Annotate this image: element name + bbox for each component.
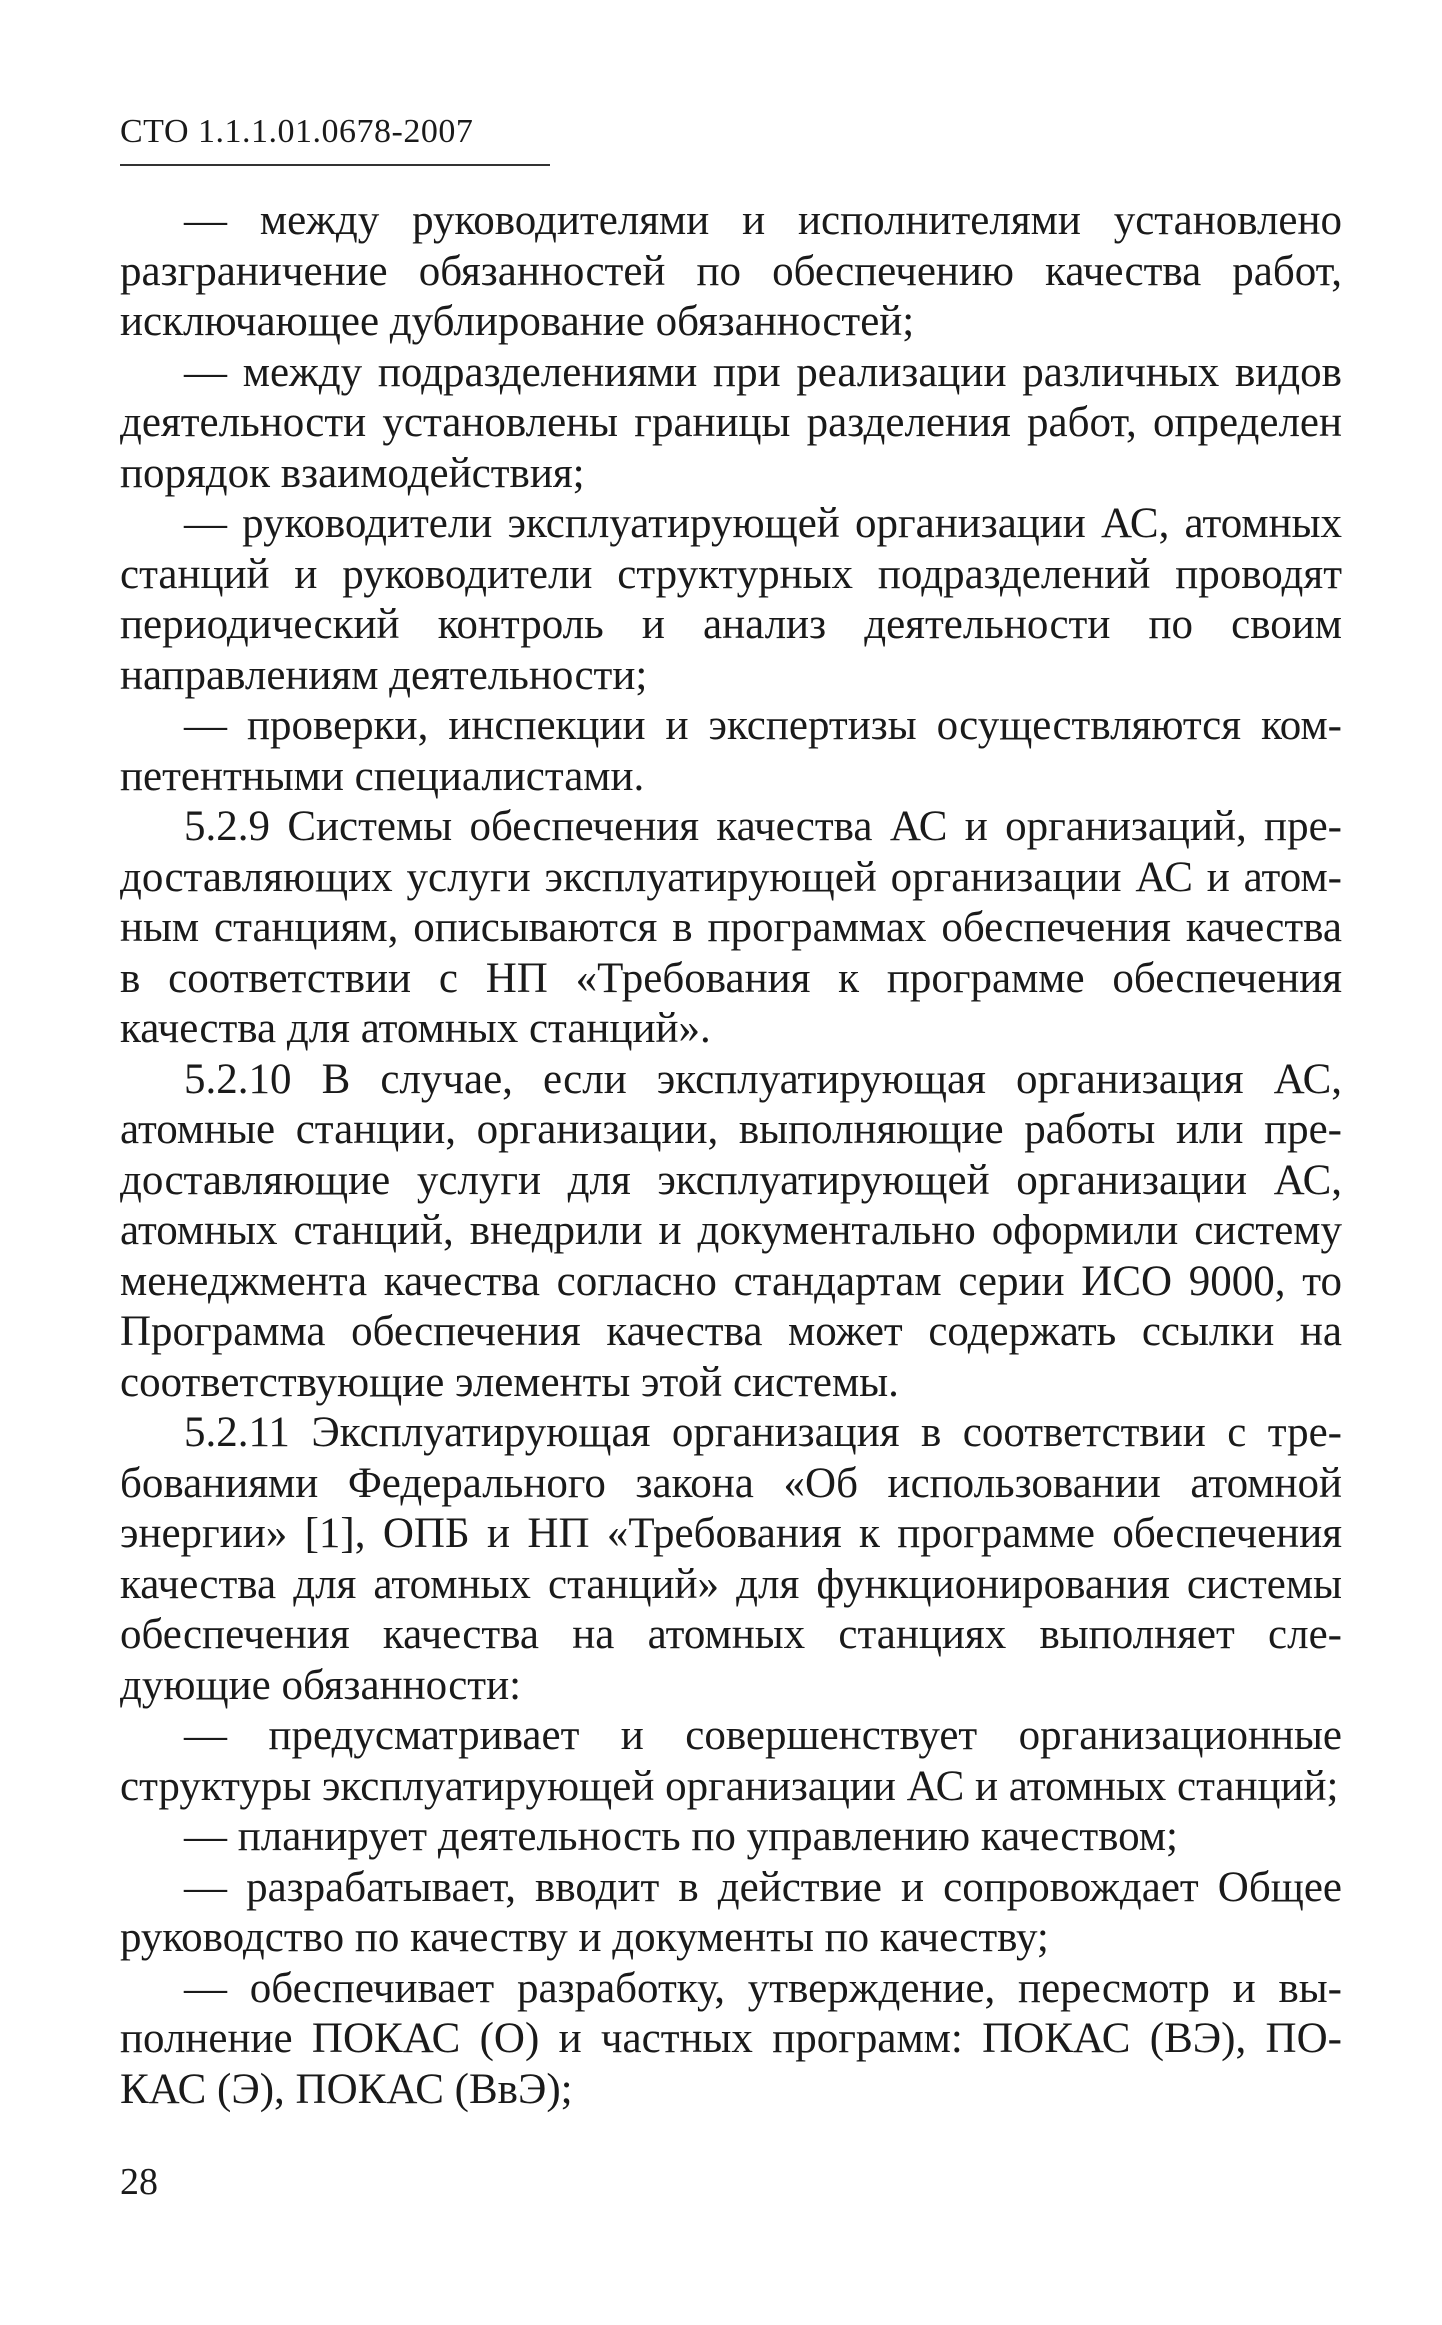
- document-code-header: СТО 1.1.1.01.0678-2007: [120, 113, 474, 150]
- body-text: [120, 196, 1342, 2115]
- paragraph-5-2-11: 5.2.11 Эксплуатирующая организация в соответствии с требованиями Федерального закона «Об использовании атомной энергии» [1], ОПБ и НП «Требования к программе обеспечения качества для атомных станций» для функционирования системы обеспечения качества на атомных станциях выполняет следующие обязанности:: [120, 1409, 1342, 1709]
- page-number: 28: [120, 2161, 158, 2203]
- list-item-pokas-programs: — обеспечивает разработку, утверждение, пересмотр и выполнение ПОКАС (О) и частных программ: ПОКАС (ВЭ), ПОКАС (Э), ПОКАС (ВвЭ);: [120, 1964, 1342, 2113]
- list-item-quality-planning: — планирует деятельность по управлению качеством;: [184, 1813, 1178, 1860]
- paragraph-duty-separation: — между руководителями и исполнителями установлено разграничение обязанностей по обеспечению качества работ, исключающее дублирование обязанностей;: [120, 197, 1342, 345]
- paragraph-5-2-9: 5.2.9 Системы обеспечения качества АС и организаций, предоставляющих услуги эксплуатирующей организации АС и атомным станциям, описываются в программах обеспечения качества в соответствии с НП «Требования к программе обеспечения качества для атомных станций».: [120, 803, 1342, 1052]
- paragraph-periodic-control: — руководители эксплуатирующей организации АС, атомных станций и руководители структурных подразделений проводят периодический контроль и анализ деятельности по своим направлениям деятельности;: [120, 500, 1342, 699]
- list-item-org-structures: — предусматривает и совершенствует организационные структуры эксплуатирующей организации АС и атомных станций;: [120, 1712, 1342, 1810]
- paragraph-5-2-10: 5.2.10 В случае, если эксплуатирующая организация АС, атомные станции, организации, выполняющие работы или предоставляющие услуги для эксплуатирующей организации АС, атомных станций, внедрили и документально оформили систему менеджмента качества согласно стандартам серии ИСО 9000, то Программа обеспечения качества может содержать ссылки на соответствующие элементы этой системы.: [120, 1055, 1342, 1406]
- paragraph-division-boundaries: — между подразделениями при реализации различных видов деятельности установлены границы разделения работ, определен порядок взаимодействия;: [120, 348, 1342, 497]
- list-item-quality-manual: — разрабатывает, вводит в действие и сопровождает Общее руководство по качеству и документы по качеству;: [120, 1863, 1342, 1961]
- header-divider: [120, 164, 550, 166]
- paragraph-competent-specialists: — проверки, инспекции и экспертизы осуществляются компетентными специалистами.: [120, 702, 1342, 800]
